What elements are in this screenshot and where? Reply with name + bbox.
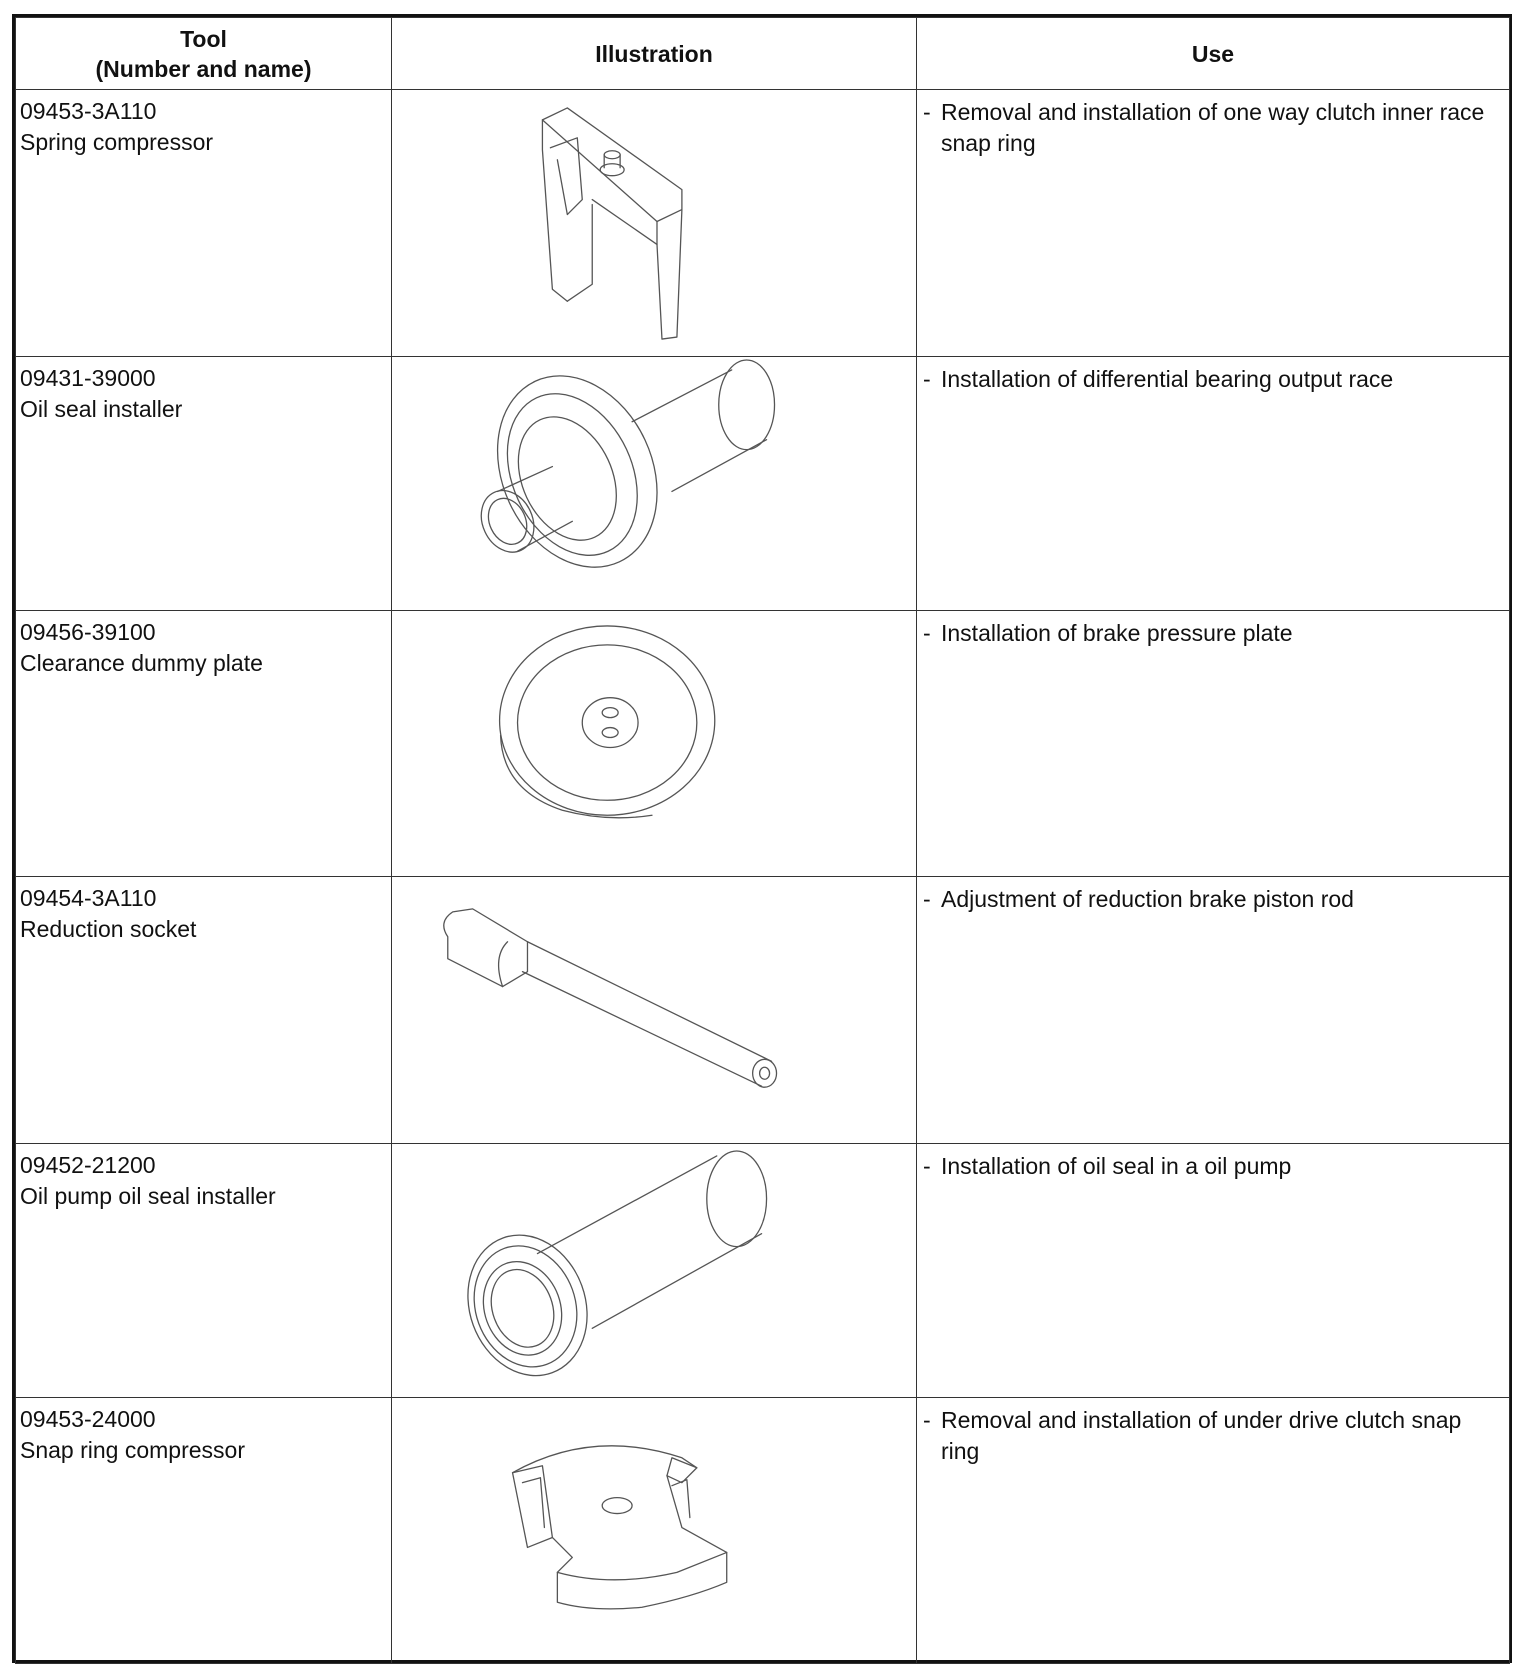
tool-number: 09452-21200 xyxy=(20,1152,156,1178)
illustration-cell xyxy=(392,611,917,877)
table-row xyxy=(16,611,1510,877)
tool-name: Reduction socket xyxy=(20,916,197,942)
illustration-cell xyxy=(392,90,917,357)
illustration-cell xyxy=(392,1398,917,1664)
tool-number: 09454-3A110 xyxy=(20,885,157,911)
tool-name: Clearance dummy plate xyxy=(20,650,263,676)
clearance-dummy-plate-icon xyxy=(392,611,917,876)
use-bullet: - xyxy=(923,1153,931,1179)
tool-name: Snap ring compressor xyxy=(20,1437,245,1463)
header-tool xyxy=(16,18,392,90)
use-bullet: - xyxy=(923,366,931,392)
use-text: Adjustment of reduction brake piston rod xyxy=(941,886,1354,912)
use-text: Installation of differential bearing output race xyxy=(941,366,1394,392)
tool-name: Oil pump oil seal installer xyxy=(20,1183,276,1209)
special-tools-table-frame xyxy=(12,14,1512,1663)
use-cell xyxy=(917,611,1510,877)
use-text: Installation of oil seal in a oil pump xyxy=(941,1153,1292,1179)
use-cell xyxy=(917,1398,1510,1664)
tool-cell xyxy=(16,877,392,1144)
tool-name: Oil seal installer xyxy=(20,396,183,422)
use-bullet: - xyxy=(923,886,931,912)
illustration-cell xyxy=(392,357,917,611)
illustration-cell xyxy=(392,877,917,1144)
tool-cell xyxy=(16,357,392,611)
use-text: Installation of brake pressure plate xyxy=(941,620,1293,646)
reduction-socket-icon xyxy=(392,877,917,1143)
illustration-cell xyxy=(392,1144,917,1398)
use-text: Removal and installation of under drive clutch snap ring xyxy=(941,1407,1462,1464)
use-cell xyxy=(917,877,1510,1144)
table-row xyxy=(16,1398,1510,1664)
tool-cell xyxy=(16,1144,392,1398)
table-row xyxy=(16,90,1510,357)
tool-cell xyxy=(16,1398,392,1664)
header-tool-line2: (Number and name) xyxy=(95,55,312,82)
tool-cell xyxy=(16,90,392,357)
use-cell xyxy=(917,357,1510,611)
use-bullet: - xyxy=(923,99,931,125)
tool-number: 09431-39000 xyxy=(20,365,156,391)
oil-pump-oil-seal-installer-icon xyxy=(392,1144,917,1397)
use-cell xyxy=(917,90,1510,357)
table-row xyxy=(16,877,1510,1144)
use-cell xyxy=(917,1144,1510,1398)
tool-number: 09456-39100 xyxy=(20,619,156,645)
special-tools-table xyxy=(15,17,1510,1664)
use-bullet: - xyxy=(923,1407,931,1433)
header-illustration: Illustration xyxy=(392,18,917,90)
table-header-row xyxy=(16,18,1510,90)
header-tool-line1: Tool xyxy=(180,25,227,52)
table-row xyxy=(16,357,1510,611)
oil-seal-installer-icon xyxy=(392,357,917,610)
tool-number: 09453-3A110 xyxy=(20,98,157,124)
spring-compressor-icon xyxy=(392,90,917,356)
tool-cell xyxy=(16,611,392,877)
tool-number: 09453-24000 xyxy=(20,1406,156,1432)
use-bullet: - xyxy=(923,620,931,646)
header-use: Use xyxy=(917,18,1510,90)
tool-name: Spring compressor xyxy=(20,129,214,155)
use-text: Removal and installation of one way clutch inner race snap ring xyxy=(941,99,1485,156)
snap-ring-compressor-icon xyxy=(392,1398,917,1663)
table-row xyxy=(16,1144,1510,1398)
